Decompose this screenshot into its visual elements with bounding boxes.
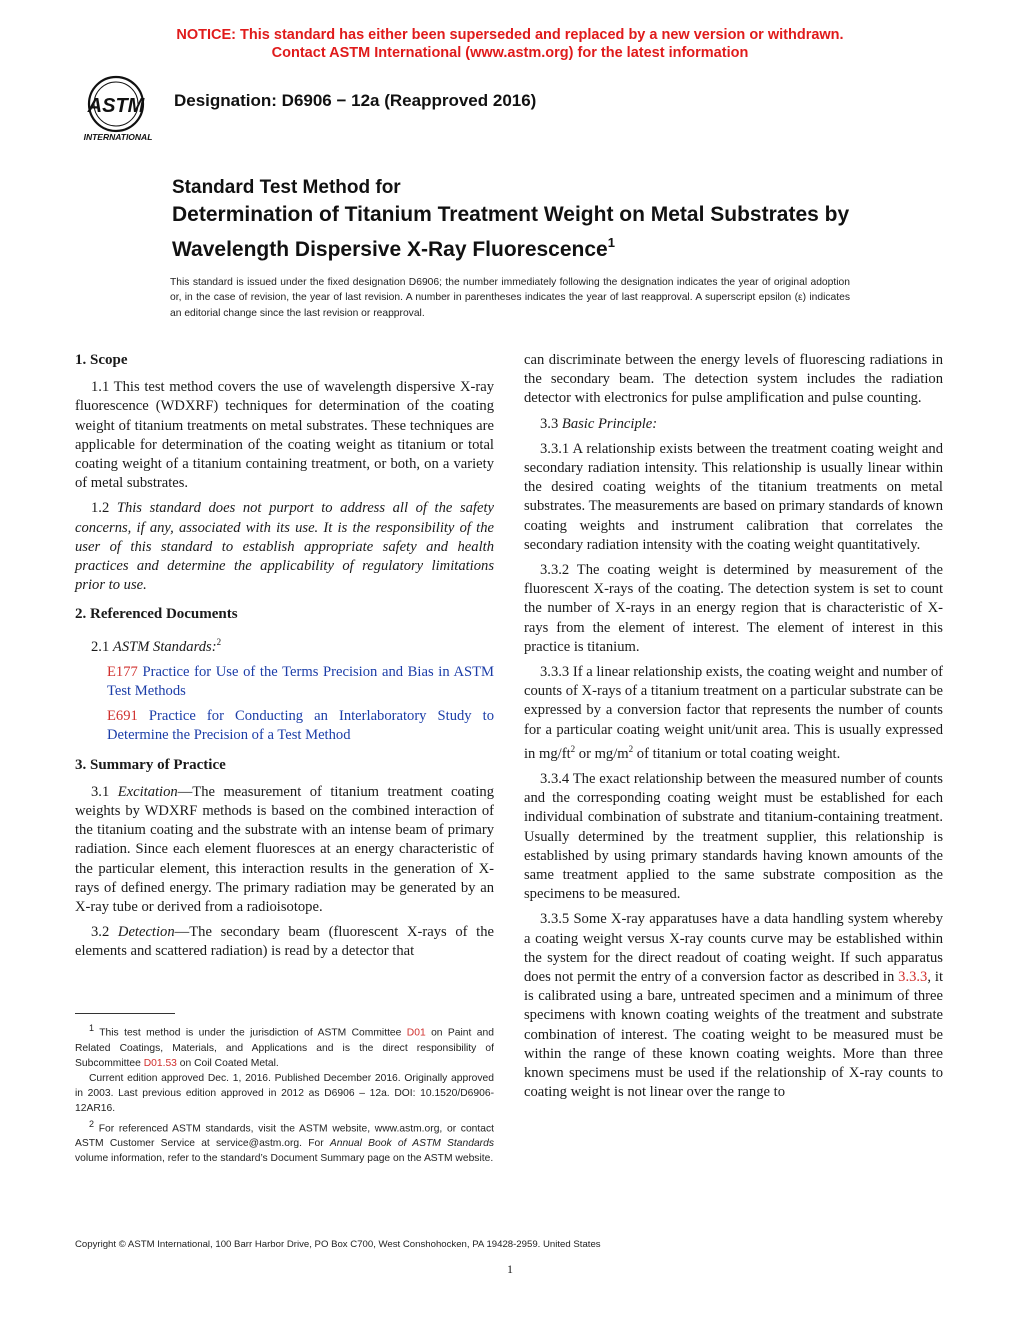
scope-heading: 1. Scope [75, 352, 128, 368]
section-3-2-label: Detection [117, 924, 175, 941]
section-3-3-3-text-a: 3.3.3 If a linear relationship exists, the coating weight and number of counts of X-rays of a titanium treatment on a particular substrate can be expressed by a conversion factor that represents the number of counts for a particular coating weight unit/unit area. This is usually expressed in mg/ft [524, 664, 944, 762]
logo-subtext: INTERNATIONAL [83, 132, 153, 142]
reference-e691-title[interactable]: Practice for Conducting an Interlaboratory Study to Determine the Precision of a Test Method [107, 708, 494, 744]
document-title [172, 201, 932, 264]
section-3-1-label: Excitation [117, 783, 178, 800]
section-3-2-text: —The secondary beam (fluorescent X-rays of the elements and scattered radiation) is read by a detector that [75, 924, 494, 960]
section-3-3-5-text-a: 3.3.5 Some X-ray apparatuses have a data handling system whereby a coating weight versus X-ray counts curve may be established within the system for the direct readout of coating weight. If such apparatus does not permit the entry of a conversion factor as described in [524, 911, 943, 985]
withdrawal-notice [0, 26, 1020, 62]
astm-logo [72, 74, 164, 144]
edition-note: Current edition approved Dec. 1, 2016. Published December 2016. Originally approved in 2003. Last previous edition approved in 2012 as D6906 – 12a. DOI: 10.1520/D6906-12AR16. [75, 1073, 494, 1115]
section-3-1 [75, 783, 494, 917]
section-2-1-number: 2.1 [91, 638, 110, 655]
footnote-2-mark: 2 [89, 1118, 95, 1129]
reference-e177-title[interactable]: Practice for Use of the Terms Precision and Bias in ASTM Test Methods [107, 663, 494, 699]
title-text: Determination of Titanium Treatment Weight on Metal Substrates by Wavelength Dispersive X-Ray Fluorescence [172, 203, 850, 261]
footnote-1-mark: 1 [89, 1023, 95, 1033]
notice-line-2: Contact ASTM International (www.astm.org) for the latest information [271, 45, 749, 61]
section-3-3-4: 3.3.4 The exact relationship between the measured number of counts and the corresponding coating weight must be established for each individual combination of substrate and titanium-containing treatment. Usually determined by the treatment supplier, this relationship is established by using primary standards having known amounts of the same treatment applied to the same substrate composition as the specimens to be measured. [524, 770, 943, 903]
issuance-statement: This standard is issued under the fixed designation D6906; the number immediately following the designation indicates the year of original adoption or, in the case of revision, the year of last revision. A number in parentheses indicates the year of last reapproval. A superscript epsilon (ε) indicates an editorial change since the last revision or reapproval. [170, 277, 850, 319]
page-number: 1 [507, 1262, 513, 1276]
reference-e177 [75, 663, 494, 701]
reference-e691-code[interactable]: E691 [107, 708, 138, 725]
superscript-2: 2 [570, 743, 576, 754]
left-column [75, 351, 494, 968]
section-3-3-number: 3.3 [540, 415, 559, 432]
footnote-1-text-b: on Paint and Related Coatings, Materials, and Applications and is the direct responsibility of Subcommittee [75, 1027, 494, 1069]
designation: Designation: D6906 − 12a (Reapproved 2016) [174, 91, 537, 110]
title-line-1: Standard Test Method for [172, 177, 401, 198]
section-2-1 [75, 633, 494, 657]
footnote-divider [75, 1013, 175, 1014]
footnote-1 [75, 1021, 494, 1071]
footnote-1-text-c: on Coil Coated Metal. [176, 1057, 279, 1069]
section-1-2 [75, 499, 494, 595]
footnote-2-italic: Annual Book of ASTM Standards [329, 1138, 494, 1150]
section-2-1-footnote-mark: 2 [216, 636, 222, 647]
footnote-2 [75, 1117, 494, 1167]
section-3-3-5-text-b: , it is calibrated using a bare, untreated specimen and a minimum of three specimens with known coating weights of the treatment and substrate combination of interest. The coating weight to be measured must be within the range of these known coating weights. More than three known specimens must be used if the relationship of X-ray counts to coating weight is not linear over the range to [524, 968, 943, 1101]
footnotes [75, 1021, 494, 1167]
subcommittee-d01-53-link[interactable]: D01.53 [143, 1057, 177, 1069]
section-3-3-3-text-c: of titanium or total coating weight. [633, 745, 841, 762]
committee-d01-link[interactable]: D01 [406, 1027, 426, 1039]
notice-line-1: NOTICE: This standard has either been superseded and replaced by a new version or withdrawn. [176, 27, 844, 43]
section-3-3-3-link[interactable]: 3.3.3 [898, 968, 928, 985]
referenced-documents-heading: 2. Referenced Documents [75, 606, 238, 623]
footnote-2-text-b: volume information, refer to the standard’s Document Summary page on the ASTM website. [75, 1153, 494, 1165]
title-footnote-mark: 1 [607, 235, 615, 250]
section-1-1: 1.1 This test method covers the use of wavelength dispersive X-ray fluorescence (WDXRF) techniques for determination of the coating weight of titanium treatments on metal substrates. These techniques are applicable for determination of the coating weight as titanium or total coating weight of a titanium containing treatment, or both, on a variety of metal substrates. [75, 379, 494, 492]
right-column [524, 351, 943, 1108]
section-3-2-number: 3.2 [91, 924, 110, 941]
section-1-2-number: 1.2 [91, 500, 110, 517]
section-3-3-1: 3.3.1 A relationship exists between the treatment coating weight and secondary radiation intensity. This relationship is usually linear within the desired coating weights of the titanium treatments on metal substrates. The measurements are based on primary standards of known coating weights and instrument calibration that correlates the secondary radiation intensity with the coating weight quantitatively. [524, 440, 943, 553]
section-3-3-label: Basic Principle: [561, 415, 658, 432]
section-3-2 [75, 923, 494, 961]
section-2-1-text: ASTM Standards: [112, 638, 217, 655]
reference-e691 [75, 707, 494, 745]
reference-e177-code[interactable]: E177 [107, 663, 138, 680]
section-3-3-3-text-b: or mg/m [575, 745, 629, 762]
section-3-3-2: 3.3.2 The coating weight is determined by measurement of the fluorescent X-rays of the coating. The detection system is set to count the number of X-rays in an energy region that is characteristic of X-rays from the element of interest. The element of interest in this practice is titanium. [524, 562, 943, 655]
section-3-3 [524, 415, 943, 434]
section-3-2-continued: can discriminate between the energy levels of fluorescing radiations in the secondary beam. The detection system includes the radiation detector with electronics for pulse amplification and pulse counting. [524, 352, 943, 407]
section-1-2-text: This standard does not purport to address all of the safety concerns, if any, associated with its use. It is the responsibility of the user of this standard to establish appropriate safety and health practices and determine the applicability of regulatory limitations prior to use. [75, 500, 494, 594]
superscript-2: 2 [628, 743, 634, 754]
copyright-line: Copyright © ASTM International, 100 Barr Harbor Drive, PO Box C700, West Conshohocken, PA 19428-2959. United States [75, 1239, 601, 1250]
section-3-1-text: —The measurement of titanium treatment coating weights by WDXRF methods is based on the combined interaction of the titanium coating and the substrate with an intense beam of primary radiation. Since each element fluoresces at an energy characteristic of the particular element, this interaction results in the generation of X-rays of defined energy. The primary radiation may be generated by an X-ray tube or derived from a radioisotope. [75, 783, 494, 915]
logo-text: ASTM [87, 95, 145, 117]
summary-heading: 3. Summary of Practice [75, 756, 226, 773]
footnote-2-text-a: For referenced ASTM standards, visit the ASTM website, www.astm.org, or contact ASTM Customer Service at service@astm.org. For [75, 1123, 494, 1150]
section-3-1-number: 3.1 [91, 783, 110, 800]
section-3-3-3 [524, 663, 943, 764]
section-3-3-5 [524, 910, 943, 1102]
footnote-1-text-a: This test method is under the jurisdiction of ASTM Committee [99, 1027, 407, 1039]
title-block [172, 175, 932, 264]
